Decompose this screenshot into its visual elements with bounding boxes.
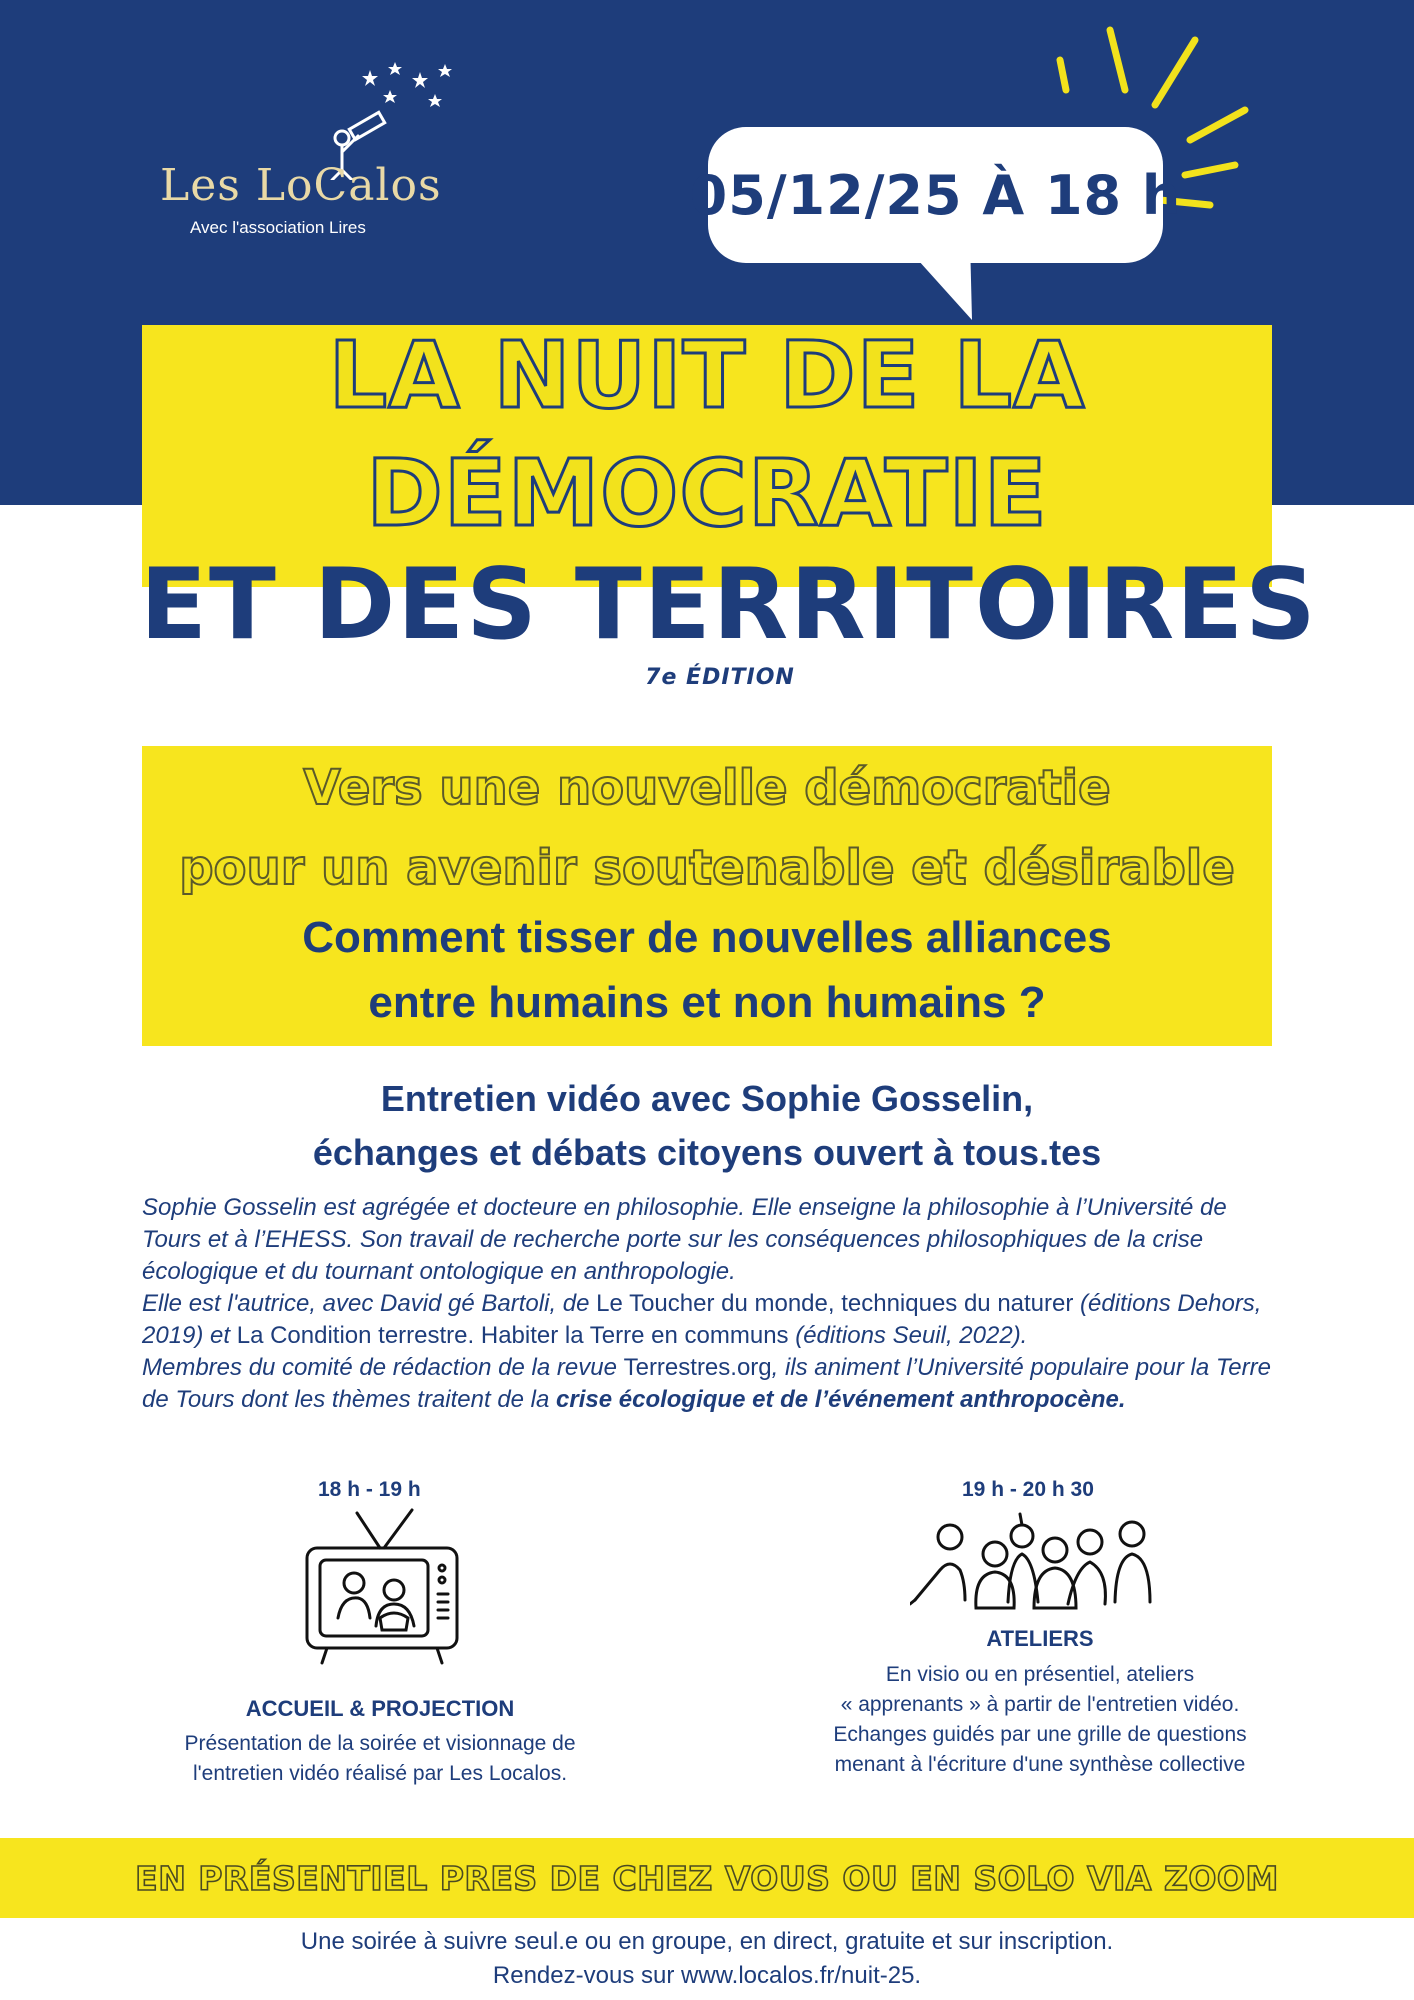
logo	[150, 60, 450, 250]
logo-subtitle: Avec l'association Lires	[190, 218, 366, 237]
interview-heading-1: Entretien vidéo avec Sophie Gosselin,	[380, 1078, 1034, 1119]
bio-text-run: (éditions Seuil, 2022).	[788, 1322, 1028, 1349]
bio-paragraph-2	[142, 1288, 1277, 1352]
title-line-3: ET DES TERRITOIRES	[140, 548, 1318, 662]
activity-desc-1-line-2: l'entretien vidéo réalisé par Les Localos.	[192, 1762, 568, 1785]
schedule-time-2: 19 h - 20 h 30	[962, 1478, 1094, 1501]
activity-desc-2-line-3: Echanges guidés par une grille de questions	[833, 1723, 1247, 1746]
title-line-1: LA NUIT DE LA	[328, 322, 1086, 429]
activity-title-1: ACCUEIL & PROJECTION	[245, 1696, 515, 1721]
bio-text	[142, 1192, 1277, 1416]
activity-desc-2	[780, 1660, 1300, 1780]
subtitle-line-2: pour un avenir soutenable et désirable	[179, 840, 1235, 896]
activity-desc-2-line-1: En visio ou en présentiel, ateliers	[885, 1663, 1195, 1686]
bio-paragraph-1: Sophie Gosselin est agrégée et docteure en philosophie. Elle enseigne la philosophie à l’Université de Tours et à l’EHESS. Son travail de recherche porte sur les conséquences philosophiques de la crise écologique et du tournant ontologique en anthropologie.	[142, 1194, 1227, 1285]
journal-name: Terrestres.org	[623, 1354, 772, 1381]
activity-desc-2-line-2: « apprenants » à partir de l'entretien vidéo.	[840, 1693, 1240, 1716]
logo-name: Les LoCalos	[160, 160, 442, 211]
event-date: 05/12/25 À 18 h	[689, 163, 1182, 227]
bio-paragraph-3	[142, 1352, 1277, 1416]
activity-title-2: ATELIERS	[986, 1626, 1094, 1651]
schedule-time-1: 18 h - 19 h	[318, 1478, 421, 1501]
tv-icon	[302, 1508, 462, 1668]
footer-line-2: Rendez-vous sur www.localos.fr/nuit-25.	[492, 1962, 922, 1989]
date-bubble	[689, 127, 1182, 263]
activity-desc-1	[150, 1729, 610, 1789]
bio-text-run: Elle est l'autrice, avec David gé Bartoli, de	[142, 1290, 597, 1317]
question-line-1: Comment tisser de nouvelles alliances	[302, 913, 1112, 962]
group-people-icon	[910, 1512, 1160, 1612]
bio-text-run: (éditions Dehors, 2019) et	[142, 1290, 1262, 1349]
title-line-2: DÉMOCRATIE	[366, 440, 1048, 547]
activity-desc-2-line-4: menant à l'écriture d'une synthèse collective	[834, 1753, 1246, 1776]
edition-label: 7e ÉDITION	[645, 665, 795, 690]
question-line-2: entre humains et non humains ?	[368, 978, 1046, 1027]
footer-banner-text: EN PRÉSENTIEL PRES DE CHEZ VOUS OU EN SOLO VIA ZOOM	[135, 1858, 1279, 1898]
footer-line-1: Une soirée à suivre seul.e ou en groupe, en direct, gratuite et sur inscription.	[300, 1928, 1114, 1955]
book-title-2: La Condition terrestre. Habiter la Terre en communs	[236, 1322, 789, 1349]
subtitle-line-1: Vers une nouvelle démocratie	[303, 760, 1111, 816]
book-title-1: Le Toucher du monde, techniques du naturer	[596, 1290, 1074, 1317]
bio-text-run: , ils animent l’Université populaire pour la Terre de Tours dont les thèmes traitent de la	[142, 1354, 1271, 1413]
bio-emphasis: crise écologique et de l’événement anthropocène.	[556, 1386, 1126, 1413]
interview-heading-2: échanges et débats citoyens ouvert à tous.tes	[312, 1132, 1102, 1173]
bio-text-run: Membres du comité de rédaction de la revue	[142, 1354, 624, 1381]
activity-desc-1-line-1: Présentation de la soirée et visionnage de	[184, 1732, 576, 1755]
